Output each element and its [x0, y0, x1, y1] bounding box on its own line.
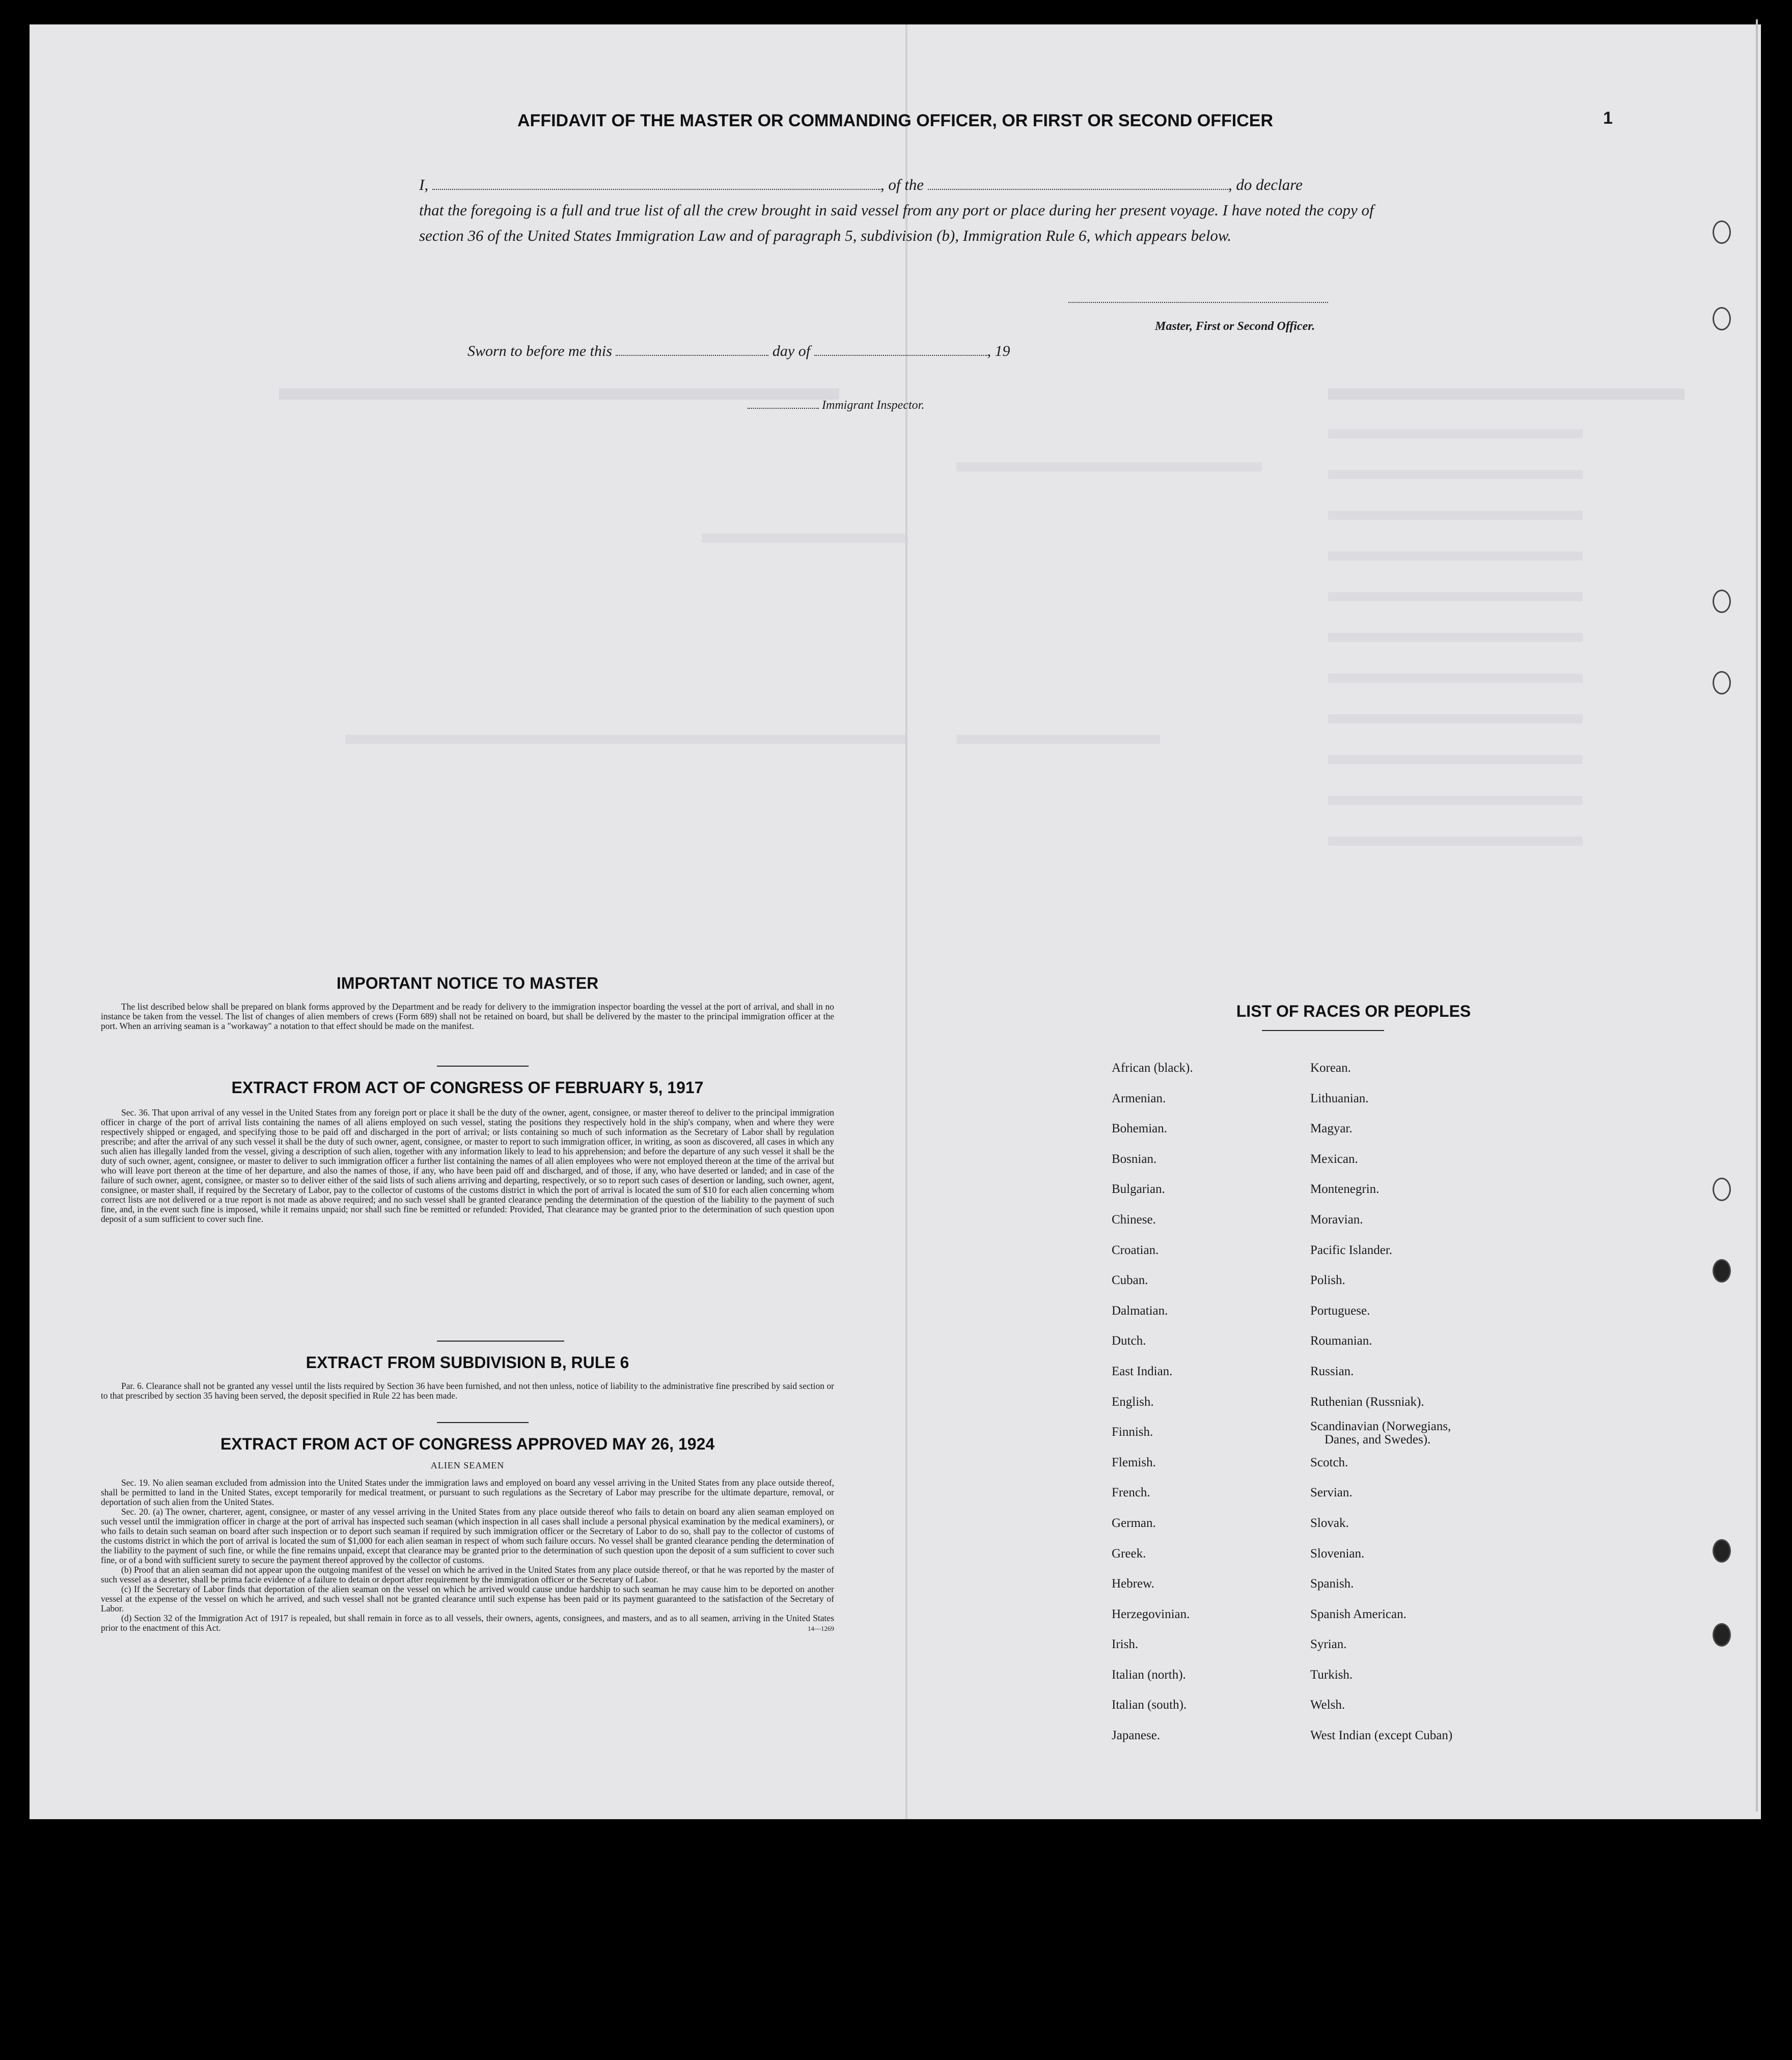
manifest-sheet — [30, 24, 1761, 1819]
race-item: Russian. — [1310, 1364, 1354, 1378]
race-item: Polish. — [1310, 1273, 1345, 1288]
race-item: West Indian (except Cuban) — [1310, 1729, 1453, 1743]
race-item: Pacific Islander. — [1310, 1243, 1393, 1257]
extract-1917-title: EXTRACT FROM ACT OF CONGRESS OF FEBRUARY 5, 1917 — [231, 1078, 704, 1097]
race-item: Ruthenian (Russniak). — [1310, 1395, 1424, 1409]
punch-hole-icon — [1713, 1178, 1731, 1201]
races-list-right — [1310, 1053, 1452, 1751]
race-item: Scotch. — [1310, 1455, 1348, 1469]
races-title: LIST OF RACES OR PEOPLES — [1236, 1002, 1471, 1020]
race-item: Turkish. — [1310, 1667, 1353, 1682]
race-item: Chinese. — [1112, 1212, 1156, 1227]
sworn-label: Sworn to before me this — [467, 343, 612, 359]
punch-hole-icon — [1713, 220, 1731, 244]
race-item: Slovenian. — [1310, 1546, 1365, 1561]
race-item: Herzegovinian. — [1112, 1607, 1190, 1621]
race-item: Croatian. — [1112, 1243, 1159, 1257]
do-declare-label: , do declare — [1228, 176, 1303, 193]
declarant-label: I, — [419, 176, 429, 193]
race-item: Korean. — [1310, 1061, 1351, 1075]
race-item: Flemish. — [1112, 1455, 1156, 1469]
section-19-paragraph: Sec. 19. No alien seaman excluded from admission into the United States under the immigration laws and employed on board any vessel arriving in the United States from any place outside thereof, shall be permitted to land in the United States, except temporarily for medical treatment, or pursuant to such regulations as the Secretary of Labor may prescribe for the ultimate departure, removal, or deportation of such alien from the United States. — [101, 1478, 834, 1507]
race-item: Spanish American. — [1310, 1607, 1407, 1621]
section-20c-paragraph: (c) If the Secretary of Labor finds that deportation of the alien seaman on the vessel on which he arrived would cause undue hardship to such seaman he may cause him to be deported on another vessel at the expense of the vessel on which he arrived, and such vessel shall not be granted clearance until such expense has been paid or its payment guaranteed to the satisfaction of the Secretary of Labor. — [101, 1584, 834, 1613]
punch-hole-icon — [1713, 307, 1731, 330]
sworn-month-blank[interactable] — [814, 355, 987, 356]
inspector-signature-blank[interactable] — [748, 408, 819, 409]
race-item: Lithuanian. — [1310, 1091, 1369, 1105]
race-item: Cuban. — [1112, 1273, 1148, 1288]
extract-rule6-title: EXTRACT FROM SUBDIVISION B, RULE 6 — [306, 1353, 629, 1372]
extract-rule6-text: Par. 6. Clearance shall not be granted any vessel until the lists required by Section 36 have been furnished, and not then unless, notice of liability to the administrative fine prescribed by said section or to that prescribed by section 35 having been served, the deposit specified in Rule 22 has been made. — [101, 1381, 834, 1401]
affidavit-title: AFFIDAVIT OF THE MASTER OR COMMANDING OFFICER, OR FIRST OR SECOND OFFICER — [517, 111, 1273, 130]
punch-hole-icon — [1713, 1259, 1731, 1283]
race-item: East Indian. — [1112, 1364, 1173, 1378]
inspector-signature — [748, 399, 924, 412]
divider — [437, 1066, 529, 1067]
page-number: 1 — [1603, 108, 1613, 128]
race-item: Magyar. — [1310, 1122, 1353, 1136]
race-item: French. — [1112, 1486, 1150, 1500]
affidavit-declaration — [419, 172, 1412, 248]
race-item: Italian (south). — [1112, 1698, 1187, 1712]
race-item: Hebrew. — [1112, 1577, 1154, 1591]
master-signature-label: Master, First or Second Officer. — [1155, 320, 1315, 333]
notice-title: IMPORTANT NOTICE TO MASTER — [336, 974, 599, 992]
race-item: Bulgarian. — [1112, 1182, 1165, 1196]
race-item: Armenian. — [1112, 1091, 1166, 1105]
divider — [1262, 1030, 1384, 1031]
page-fold — [905, 24, 907, 1819]
race-item: Finnish. — [1112, 1425, 1153, 1439]
race-item-line: Danes, and Swedes). — [1325, 1433, 1431, 1447]
alien-seamen-subtitle: ALIEN SEAMEN — [430, 1460, 505, 1470]
race-item: Syrian. — [1310, 1637, 1347, 1652]
race-item: Slovak. — [1310, 1516, 1349, 1530]
race-item: Irish. — [1112, 1637, 1139, 1652]
race-item: Greek. — [1112, 1546, 1146, 1561]
of-the-label: , of the — [880, 176, 924, 193]
affidavit-body: that the foregoing is a full and true list of all the crew brought in said vessel from any port or place during her present voyage. I have noted the copy of section 36 of the United States Immigration Law and of paragraph 5, subdivision (b), Immigration Rule 6, which appears below. — [419, 201, 1374, 244]
punch-hole-icon — [1713, 671, 1731, 694]
master-signature-line[interactable] — [1068, 302, 1328, 303]
race-item: Japanese. — [1112, 1729, 1161, 1743]
race-item: Bohemian. — [1112, 1122, 1168, 1136]
race-item — [1310, 1417, 1452, 1447]
day-of-label: day of — [772, 343, 811, 359]
race-item: Roumanian. — [1310, 1334, 1372, 1348]
year-label: , 19 — [987, 343, 1010, 359]
race-item: Dutch. — [1112, 1334, 1146, 1348]
punch-hole-icon — [1713, 1539, 1731, 1563]
punch-hole-icon — [1713, 1623, 1731, 1647]
race-item: Dalmatian. — [1112, 1303, 1168, 1318]
race-item: Portuguese. — [1310, 1303, 1370, 1318]
race-item: Spanish. — [1310, 1577, 1354, 1591]
sworn-day-blank[interactable] — [616, 355, 768, 356]
race-item: German. — [1112, 1516, 1156, 1530]
notice-text: The list described below shall be prepared on blank forms approved by the Department and be ready for delivery to the immigration inspector boarding the vessel at the port of arrival, and shall in no instance be taken from the vessel. The list of changes of alien members of crews (Form 689) shall not be retained on board, but shall be delivered by the master to the principal immigration officer at the port. When an arriving seaman is a "workaway" a notation to that effect should be made on the manifest. — [101, 1001, 834, 1031]
race-item: Montenegrin. — [1310, 1182, 1380, 1196]
extract-1924-title: EXTRACT FROM ACT OF CONGRESS APPROVED MAY 26, 1924 — [220, 1435, 715, 1453]
divider — [437, 1341, 564, 1342]
race-item: Mexican. — [1310, 1152, 1358, 1166]
race-item: Servian. — [1310, 1486, 1353, 1500]
race-item: Italian (north). — [1112, 1667, 1186, 1682]
extract-1917-text: Sec. 36. That upon arrival of any vessel in the United States from any foreign port or place it shall be the duty of the owner, agent, consignee, or master thereof to deliver to the principal immigration officer in charge of the port of arrival lists containing the names of all aliens employed on such vessel, stating the positions they respectively hold in the ship's company, when and where they were respectively shipped or engaged, and specifying those to be paid off and discharged in the port of arrival; or lists containing so much of such information as the Secretary of Labor shall by regulation prescribe; and after the arrival of any such vessel it shall be the duty of such owner, agent, consignee, or master to report to such immigration officer, in writing, as soon as discovered, all cases in which any such alien has illegally landed from the vessel, giving a description of such alien, together with any information likely to lead to his apprehension; and before the departure of any such vessel it shall be the duty of such owner, agent, consignee, or master to deliver to such immigration officer a further list containing the names of all alien employees who were not employed thereon at the time of the arrival but who will leave port thereon at the time of her departure, and also the names of those, if any, who have been paid off and discharged, and of those, if any, who have deserted or landed; and in case of the failure of such owner, agent, consignee, or master so to deliver either of the said lists of such aliens arriving and departing, respectively, or so to report such cases of desertion or landing, such owner, agent, consignee, or master shall, if required by the Secretary of Labor, pay to the collector of customs of the customs district in which the port of arrival is located the sum of $10 for each alien concerning whom correct lists are not delivered or a true report is not made as above required; and no such vessel shall be granted clearance pending the determination of the question of the liability to the payment of such fine, and, in the event such fine is imposed, while it remains unpaid; nor shall such fine be remitted or refunded: Provided, That clearance may be granted prior to the determination of such question upon deposit of a sum sufficient to cover such fine. — [101, 1107, 834, 1224]
punch-hole-icon — [1713, 590, 1731, 613]
race-item: Welsh. — [1310, 1698, 1345, 1712]
declarant-name-blank[interactable] — [432, 189, 880, 190]
race-item: English. — [1112, 1395, 1154, 1409]
race-item: African (black). — [1112, 1061, 1193, 1075]
section-20b-paragraph: (b) Proof that an alien seaman did not appear upon the outgoing manifest of the vessel on which he arrived in the United States from any place outside thereof, or that he was reported by the master of such vessel as a deserter, shall be prima facie evidence of a failure to detain or deport after requirement by the immigration officer or the Secretary of Labor. — [101, 1565, 834, 1584]
races-list-left — [1112, 1053, 1193, 1751]
divider — [437, 1422, 529, 1423]
inspector-label: Immigrant Inspector. — [822, 399, 925, 412]
page-edge — [1756, 19, 1758, 1812]
form-number: 14—1269 — [808, 1625, 834, 1632]
race-item: Bosnian. — [1112, 1152, 1157, 1166]
race-item-line: Scandinavian (Norwegians, — [1310, 1419, 1451, 1434]
race-item: Moravian. — [1310, 1212, 1363, 1227]
section-20d-paragraph: (d) Section 32 of the Immigration Act of 1917 is repealed, but shall remain in force as to all vessels, their owners, agents, consignees, and masters, and as to all seamen, arriving in the United States prior to the enactment of this Act. — [101, 1613, 834, 1633]
section-20a-paragraph: Sec. 20. (a) The owner, charterer, agent, consignee, or master of any vessel arriving in the United States from any place outside thereof who fails to detain on board any alien seaman employed on such vessel until the immigration officer in charge at the port of arrival has inspected such seaman (which inspection in all cases shall include a personal physical examination by the medical examiners), or who fails to detain such seaman on board after such inspection or to deport such seaman if required by such immigration officer or the Secretary of Labor to do so, shall pay to the collector of customs of the customs district in which the port of arrival is located the sum of $1,000 for each alien seaman in respect of whom such failure occurs. No vessel shall be granted clearance pending the determination of the liability to the payment of such fine, or while the fine remains unpaid, except that clearance may be granted prior to the determination of such question upon the deposit of a sum sufficient to cover such fine, or of a bond with sufficient surety to secure the payment thereof approved by the collector of customs. — [101, 1507, 834, 1565]
vessel-name-blank[interactable] — [928, 189, 1228, 190]
sworn-statement — [467, 343, 1010, 360]
extract-1924-text — [101, 1478, 834, 1633]
